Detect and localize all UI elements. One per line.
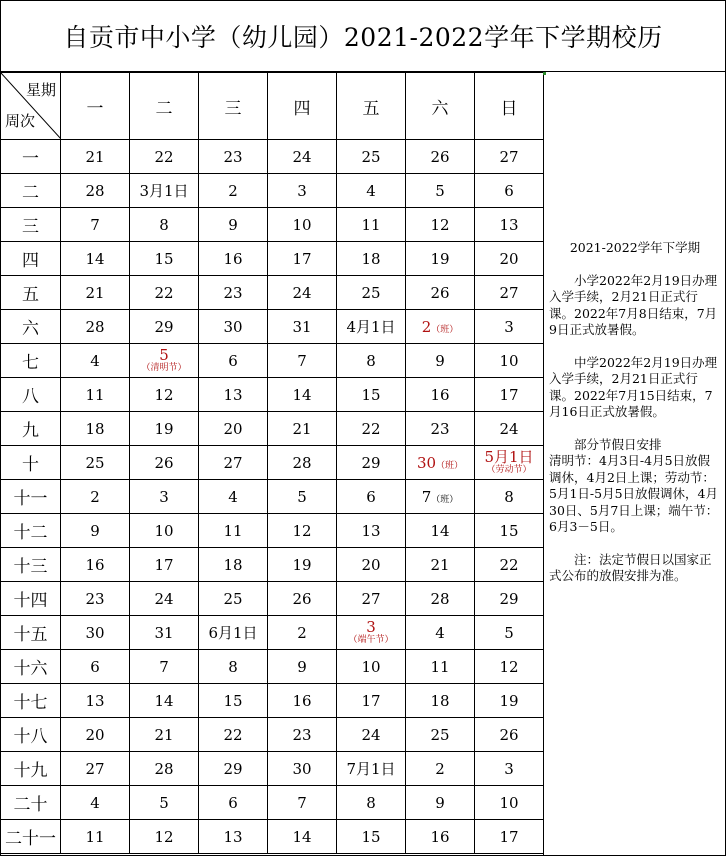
date-cell: 4	[61, 786, 130, 820]
date-cell: 22	[337, 412, 406, 446]
date-cell: 24	[268, 140, 337, 174]
date-cell: 6	[337, 480, 406, 514]
date-cell: 31	[130, 616, 199, 650]
date-cell: 16	[61, 548, 130, 582]
date-cell: 10	[475, 786, 544, 820]
date-cell: 14	[61, 242, 130, 276]
date-cell: 25	[337, 276, 406, 310]
date-number: 7	[421, 487, 432, 506]
date-cell: 22	[199, 718, 268, 752]
week-number: 三	[1, 208, 61, 242]
date-cell: 11	[61, 820, 130, 854]
date-cell: 8	[130, 208, 199, 242]
date-cell: 27	[61, 752, 130, 786]
date-cell: 15	[337, 820, 406, 854]
date-cell: 13	[199, 820, 268, 854]
date-cell: 6	[475, 174, 544, 208]
date-cell	[475, 446, 544, 480]
footnote: 注：法定节假日以国家正式公布的放假安排为准。	[549, 551, 712, 583]
date-cell: 7	[130, 650, 199, 684]
date-cell: 13	[337, 514, 406, 548]
date-cell: 9	[406, 344, 475, 378]
date-cell: 12	[268, 514, 337, 548]
date-cell: 11	[199, 514, 268, 548]
week-number: 十二	[1, 514, 61, 548]
date-cell: 30	[268, 752, 337, 786]
date-cell: 16	[199, 242, 268, 276]
date-cell: 23	[61, 582, 130, 616]
date-cell: 3	[475, 752, 544, 786]
week-number: 七	[1, 344, 61, 378]
title-bar	[0, 0, 726, 72]
date-cell: 29	[337, 446, 406, 480]
date-cell: 25	[61, 446, 130, 480]
day-header: 二	[130, 73, 199, 140]
week-row	[1, 718, 544, 752]
week-axis-label: 周次	[5, 112, 36, 130]
week-row	[1, 616, 544, 650]
week-row	[1, 344, 544, 378]
day-header: 六	[406, 73, 475, 140]
week-row	[1, 310, 544, 344]
date-cell: 9	[61, 514, 130, 548]
date-cell: 21	[61, 276, 130, 310]
date-cell: 4	[199, 480, 268, 514]
date-cell: 6月1日	[199, 616, 268, 650]
date-cell: 21	[61, 140, 130, 174]
week-row	[1, 378, 544, 412]
corner-mark	[543, 72, 546, 75]
date-cell: 19	[475, 684, 544, 718]
holiday-arrangement: 清明节：4月3日-4月5日放假调休，4月2日上课；劳动节：5月1日-5月5日放假调休，4月30日、5月7日上课；端午节：6月3－5日。	[549, 453, 719, 534]
date-cell: 10	[475, 344, 544, 378]
date-cell: 7	[268, 786, 337, 820]
date-cell: 24	[337, 718, 406, 752]
date-cell: 15	[130, 242, 199, 276]
date-cell: 8	[475, 480, 544, 514]
day-header: 五	[337, 73, 406, 140]
notes-text	[549, 240, 721, 601]
holiday-title: 部分节假日安排	[574, 436, 662, 452]
date-cell	[406, 446, 475, 480]
date-cell: 26	[406, 140, 475, 174]
week-number: 四	[1, 242, 61, 276]
date-cell: 15	[475, 514, 544, 548]
date-cell: 26	[475, 718, 544, 752]
date-cell: 26	[130, 446, 199, 480]
date-cell: 24	[268, 276, 337, 310]
date-cell: 17	[130, 548, 199, 582]
date-cell: 6	[199, 786, 268, 820]
date-cell: 6	[199, 344, 268, 378]
week-number: 六	[1, 310, 61, 344]
date-cell	[406, 480, 475, 514]
date-cell: 20	[337, 548, 406, 582]
date-cell: 10	[268, 208, 337, 242]
date-cell: 4	[61, 344, 130, 378]
date-cell: 9	[268, 650, 337, 684]
date-cell: 13	[199, 378, 268, 412]
date-number: 5	[159, 345, 169, 364]
week-row	[1, 276, 544, 310]
date-cell: 7	[61, 208, 130, 242]
notes-heading: 2021-2022学年下学期	[569, 240, 701, 255]
middle-school-note: 中学2022年2月19日办理入学手续，2月21日正式行课。2022年7月15日结束，7月16日正式放暑假。	[549, 354, 718, 419]
week-row	[1, 140, 544, 174]
week-number: 八	[1, 378, 61, 412]
date-cell: 22	[475, 548, 544, 582]
date-cell: 8	[337, 344, 406, 378]
date-cell: 28	[268, 446, 337, 480]
week-number: 十一	[1, 480, 61, 514]
date-cell: 27	[199, 446, 268, 480]
week-number: 二	[1, 174, 61, 208]
date-cell: 17	[268, 242, 337, 276]
day-header: 一	[61, 73, 130, 140]
date-cell: 23	[199, 140, 268, 174]
week-number: 十	[1, 446, 61, 480]
date-cell: 4月1日	[337, 310, 406, 344]
week-row	[1, 480, 544, 514]
week-number: 二十	[1, 786, 61, 820]
date-cell: 22	[130, 276, 199, 310]
date-cell: 26	[406, 276, 475, 310]
date-note: （清明节）	[141, 362, 187, 373]
date-cell: 21	[406, 548, 475, 582]
week-row	[1, 446, 544, 480]
date-cell: 17	[337, 684, 406, 718]
date-note: （劳动节）	[486, 464, 532, 475]
date-cell: 20	[475, 242, 544, 276]
date-cell: 23	[199, 276, 268, 310]
date-cell: 17	[475, 378, 544, 412]
date-cell: 4	[337, 174, 406, 208]
date-cell: 8	[337, 786, 406, 820]
date-cell: 26	[268, 582, 337, 616]
corner-cell	[1, 73, 61, 140]
date-cell: 5	[406, 174, 475, 208]
date-cell: 19	[268, 548, 337, 582]
week-number: 二十一	[1, 820, 61, 854]
date-cell: 14	[130, 684, 199, 718]
date-cell: 17	[475, 820, 544, 854]
week-row	[1, 174, 544, 208]
date-note: （班）	[431, 324, 459, 335]
date-cell: 28	[61, 310, 130, 344]
date-cell: 11	[337, 208, 406, 242]
date-cell: 12	[406, 208, 475, 242]
week-number: 一	[1, 140, 61, 174]
date-cell: 3	[268, 174, 337, 208]
date-cell: 5	[268, 480, 337, 514]
week-number: 十六	[1, 650, 61, 684]
date-cell: 16	[268, 684, 337, 718]
date-number: 5月1日	[484, 447, 534, 466]
date-cell: 25	[337, 140, 406, 174]
primary-school-note: 小学2022年2月19日办理入学手续，2月21日正式行课。2022年7月8日结束，7月9日正式放暑假。	[549, 272, 718, 337]
day-header: 四	[268, 73, 337, 140]
date-cell: 20	[61, 718, 130, 752]
date-cell	[130, 344, 199, 378]
date-cell: 10	[337, 650, 406, 684]
date-cell: 25	[199, 582, 268, 616]
school-calendar-table	[0, 72, 544, 854]
day-header: 日	[475, 73, 544, 140]
date-cell: 21	[130, 718, 199, 752]
week-number: 十四	[1, 582, 61, 616]
date-cell: 29	[475, 582, 544, 616]
date-cell: 12	[475, 650, 544, 684]
day-header: 三	[199, 73, 268, 140]
week-row	[1, 582, 544, 616]
date-cell: 15	[337, 378, 406, 412]
week-row	[1, 650, 544, 684]
date-cell: 2	[61, 480, 130, 514]
date-cell: 2	[199, 174, 268, 208]
date-cell: 29	[130, 310, 199, 344]
week-row	[1, 820, 544, 854]
date-cell: 2	[406, 752, 475, 786]
date-cell: 3	[475, 310, 544, 344]
date-cell: 13	[61, 684, 130, 718]
date-cell: 31	[268, 310, 337, 344]
date-cell: 14	[268, 820, 337, 854]
date-cell: 28	[406, 582, 475, 616]
date-cell: 2	[268, 616, 337, 650]
date-cell: 8	[199, 650, 268, 684]
date-number: 2	[421, 317, 432, 336]
date-note: （班）	[431, 494, 459, 505]
date-cell: 23	[268, 718, 337, 752]
date-cell: 27	[337, 582, 406, 616]
week-number: 十五	[1, 616, 61, 650]
week-number: 十九	[1, 752, 61, 786]
date-cell: 10	[130, 514, 199, 548]
date-cell: 16	[406, 820, 475, 854]
date-cell: 22	[130, 140, 199, 174]
date-cell: 3月1日	[130, 174, 199, 208]
date-cell: 13	[475, 208, 544, 242]
date-cell: 18	[199, 548, 268, 582]
date-number: 3	[366, 617, 376, 636]
date-cell	[337, 616, 406, 650]
date-cell: 28	[130, 752, 199, 786]
week-number: 十七	[1, 684, 61, 718]
week-row	[1, 684, 544, 718]
date-note: （班）	[436, 460, 464, 471]
date-cell: 4	[406, 616, 475, 650]
date-cell: 27	[475, 276, 544, 310]
date-number: 30	[416, 453, 437, 472]
date-cell: 12	[130, 378, 199, 412]
date-cell: 18	[406, 684, 475, 718]
date-cell: 19	[130, 412, 199, 446]
date-cell: 7	[268, 344, 337, 378]
date-cell: 21	[268, 412, 337, 446]
week-row	[1, 208, 544, 242]
week-row	[1, 548, 544, 582]
date-cell: 30	[61, 616, 130, 650]
date-cell: 18	[337, 242, 406, 276]
date-cell: 11	[61, 378, 130, 412]
date-cell: 14	[406, 514, 475, 548]
date-cell: 18	[61, 412, 130, 446]
date-cell: 11	[406, 650, 475, 684]
date-cell: 14	[268, 378, 337, 412]
date-cell: 28	[61, 174, 130, 208]
date-cell: 3	[130, 480, 199, 514]
week-row	[1, 242, 544, 276]
week-row	[1, 412, 544, 446]
week-number: 九	[1, 412, 61, 446]
date-cell: 23	[406, 412, 475, 446]
date-cell: 25	[406, 718, 475, 752]
week-number: 十三	[1, 548, 61, 582]
date-cell: 16	[406, 378, 475, 412]
weekday-axis-label: 星期	[25, 81, 56, 99]
date-cell: 15	[199, 684, 268, 718]
date-cell: 20	[199, 412, 268, 446]
week-row	[1, 514, 544, 548]
date-cell: 29	[199, 752, 268, 786]
week-row	[1, 786, 544, 820]
week-number: 十八	[1, 718, 61, 752]
date-cell: 9	[199, 208, 268, 242]
date-cell: 7月1日	[337, 752, 406, 786]
date-cell	[406, 310, 475, 344]
date-cell: 27	[475, 140, 544, 174]
date-cell: 5	[130, 786, 199, 820]
date-cell: 24	[130, 582, 199, 616]
date-cell: 9	[406, 786, 475, 820]
date-cell: 6	[61, 650, 130, 684]
week-number: 五	[1, 276, 61, 310]
date-cell: 19	[406, 242, 475, 276]
header-row	[1, 73, 544, 140]
calendar-title: 自贡市中小学（幼儿园）2021-2022学年下学期校历	[63, 22, 663, 52]
date-cell: 24	[475, 412, 544, 446]
date-cell: 5	[475, 616, 544, 650]
date-note: （端午节）	[348, 634, 394, 645]
date-cell: 30	[199, 310, 268, 344]
week-row	[1, 752, 544, 786]
date-cell: 12	[130, 820, 199, 854]
